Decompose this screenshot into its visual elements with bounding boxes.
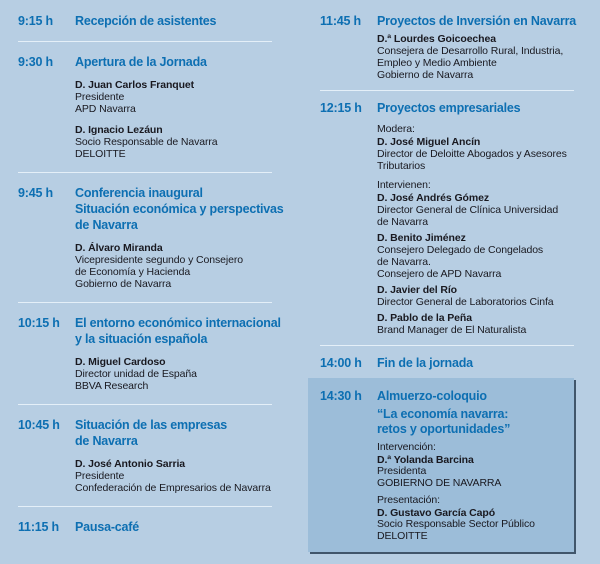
session-title: de Navarra bbox=[75, 434, 138, 448]
session-subtitle bbox=[377, 407, 566, 436]
speaker-name: D. Javier del Río bbox=[377, 284, 457, 296]
session-title: de Navarra bbox=[75, 218, 138, 232]
speaker-name: D. Juan Carlos Franquet bbox=[75, 79, 195, 91]
agenda-section bbox=[18, 54, 272, 160]
speaker-role: DELOITTE bbox=[75, 148, 126, 160]
session-time: 9:15 h bbox=[18, 14, 53, 28]
speaker-role: Consejero de APD Navarra bbox=[377, 268, 502, 280]
speaker-group-label: Intervención: bbox=[377, 441, 436, 453]
session-time: 11:15 h bbox=[18, 520, 59, 534]
agenda-section bbox=[320, 100, 574, 336]
section-divider bbox=[320, 90, 574, 91]
session-content bbox=[377, 388, 566, 542]
session-time: 9:45 h bbox=[18, 186, 53, 200]
section-divider bbox=[18, 41, 272, 42]
speaker bbox=[75, 124, 272, 160]
speaker-role: Presidente bbox=[75, 470, 125, 482]
session-title: Fin de la jornada bbox=[377, 356, 473, 370]
speaker-name: D. Miguel Cardoso bbox=[75, 356, 166, 368]
agenda-section bbox=[320, 388, 566, 542]
speaker bbox=[377, 508, 566, 543]
session-time: 14:30 h bbox=[320, 389, 362, 403]
speaker-group-label: Presentación: bbox=[377, 494, 440, 506]
speaker-role: de Economía y Hacienda bbox=[75, 266, 191, 278]
speaker-role: Director unidad de España bbox=[75, 368, 197, 380]
speaker bbox=[75, 356, 272, 392]
section-divider bbox=[18, 302, 272, 303]
session-title: Conferencia inaugural bbox=[75, 186, 203, 200]
session-title: Apertura de la Jornada bbox=[75, 55, 207, 69]
session-time: 14:00 h bbox=[320, 356, 362, 370]
speaker-name: D. Álvaro Miranda bbox=[75, 242, 163, 254]
speaker-name: D. Ignacio Lezáun bbox=[75, 124, 163, 136]
speaker-role: Presidente bbox=[75, 91, 125, 103]
speaker bbox=[377, 136, 574, 172]
agenda-section bbox=[18, 417, 272, 494]
session-title: Proyectos de Inversión en Navarra bbox=[377, 14, 577, 28]
speaker-role: Gobierno de Navarra bbox=[75, 278, 172, 290]
speaker bbox=[377, 312, 574, 336]
speaker-name: D.ª Lourdes Goicoechea bbox=[377, 33, 496, 45]
session-content bbox=[377, 13, 577, 81]
agenda-section bbox=[18, 315, 281, 392]
speaker-role: APD Navarra bbox=[75, 103, 136, 115]
session-subtitle-line: “La economía navarra: bbox=[377, 407, 509, 421]
speaker-name: D. Gustavo García Capó bbox=[377, 506, 496, 519]
agenda-section bbox=[18, 13, 272, 29]
speaker bbox=[377, 232, 574, 280]
speaker-role: Confederación de Empresarios de Navarra bbox=[75, 482, 271, 494]
agenda-section bbox=[18, 185, 284, 290]
speaker-group-label: Intervienen: bbox=[377, 179, 431, 191]
session-time: 12:15 h bbox=[320, 101, 362, 115]
session-title: Almuerzo-coloquio bbox=[377, 389, 487, 403]
agenda-section bbox=[320, 355, 574, 371]
speaker-name: D. José Andrés Gómez bbox=[377, 192, 489, 204]
speaker bbox=[75, 79, 272, 115]
speaker bbox=[377, 192, 574, 228]
speaker-role: Director de Deloitte Abogados y Asesores bbox=[377, 148, 567, 160]
agenda-column-left bbox=[18, 13, 284, 535]
speaker bbox=[377, 455, 566, 490]
section-divider bbox=[18, 172, 272, 173]
speaker-role: Director General de Clínica Universidad bbox=[377, 204, 559, 216]
agenda-section bbox=[320, 13, 577, 81]
speaker-name: D. Benito Jiménez bbox=[377, 232, 466, 244]
session-time: 11:45 h bbox=[320, 14, 361, 28]
speaker-name: D.ª Yolanda Barcina bbox=[377, 453, 474, 466]
speaker-role: Tributarios bbox=[377, 160, 426, 172]
speaker-role: GOBIERNO DE NAVARRA bbox=[377, 476, 502, 489]
session-content bbox=[75, 54, 272, 160]
session-title: y la situación española bbox=[75, 332, 208, 346]
session-title: El entorno económico internacional bbox=[75, 316, 281, 330]
speaker bbox=[75, 242, 272, 290]
session-title: Pausa-café bbox=[75, 520, 140, 534]
speaker-role: Gobierno de Navarra bbox=[377, 69, 474, 81]
speaker-role: Brand Manager de El Naturalista bbox=[377, 324, 527, 336]
session-content bbox=[75, 417, 272, 494]
session-content bbox=[75, 315, 281, 392]
agenda-section bbox=[18, 519, 272, 535]
session-time: 9:30 h bbox=[18, 55, 53, 69]
speaker-role: Socio Responsable de Navarra bbox=[75, 136, 218, 148]
session-content bbox=[377, 100, 574, 336]
speaker-role: Director General de Laboratorios Cinfa bbox=[377, 296, 554, 308]
speaker-role: de Navarra. bbox=[377, 256, 431, 268]
speaker bbox=[75, 458, 272, 494]
agenda-column-right bbox=[308, 13, 577, 552]
speaker-name: D. Pablo de la Peña bbox=[377, 312, 472, 324]
speaker-role: BBVA Research bbox=[75, 380, 149, 392]
session-time: 10:15 h bbox=[18, 316, 60, 330]
speaker-role: Socio Responsable Sector Público bbox=[377, 518, 535, 530]
speaker-role: Vicepresidente segundo y Consejero bbox=[75, 254, 244, 266]
speaker-name: D. José Miguel Ancín bbox=[377, 136, 481, 148]
session-title: Situación económica y perspectivas bbox=[75, 202, 284, 216]
speaker-role: Empleo y Medio Ambiente bbox=[377, 57, 497, 69]
session-content bbox=[75, 519, 272, 535]
section-divider bbox=[18, 404, 272, 405]
speaker-role: de Navarra bbox=[377, 216, 428, 228]
speaker-name: D. José Antonio Sarria bbox=[75, 458, 186, 470]
session-content bbox=[75, 185, 284, 290]
speaker-role: Consejera de Desarrollo Rural, Industria, bbox=[377, 45, 564, 57]
highlight-box bbox=[308, 378, 574, 552]
speaker-role: Consejero Delegado de Congelados bbox=[377, 244, 544, 256]
speaker-group-label: Modera: bbox=[377, 123, 415, 135]
session-title: Recepción de asistentes bbox=[75, 14, 217, 28]
session-content bbox=[75, 13, 272, 29]
session-content bbox=[377, 355, 574, 371]
speaker bbox=[377, 284, 574, 308]
session-subtitle-line: retos y oportunidades” bbox=[377, 421, 511, 436]
session-title: Proyectos empresariales bbox=[377, 101, 521, 115]
speaker-role: DELOITTE bbox=[377, 529, 428, 542]
speaker-role: Presidenta bbox=[377, 465, 427, 477]
session-time: 10:45 h bbox=[18, 418, 60, 432]
session-title: Situación de las empresas bbox=[75, 418, 228, 432]
section-divider bbox=[320, 345, 574, 346]
section-divider bbox=[18, 506, 272, 507]
speaker bbox=[377, 33, 574, 81]
